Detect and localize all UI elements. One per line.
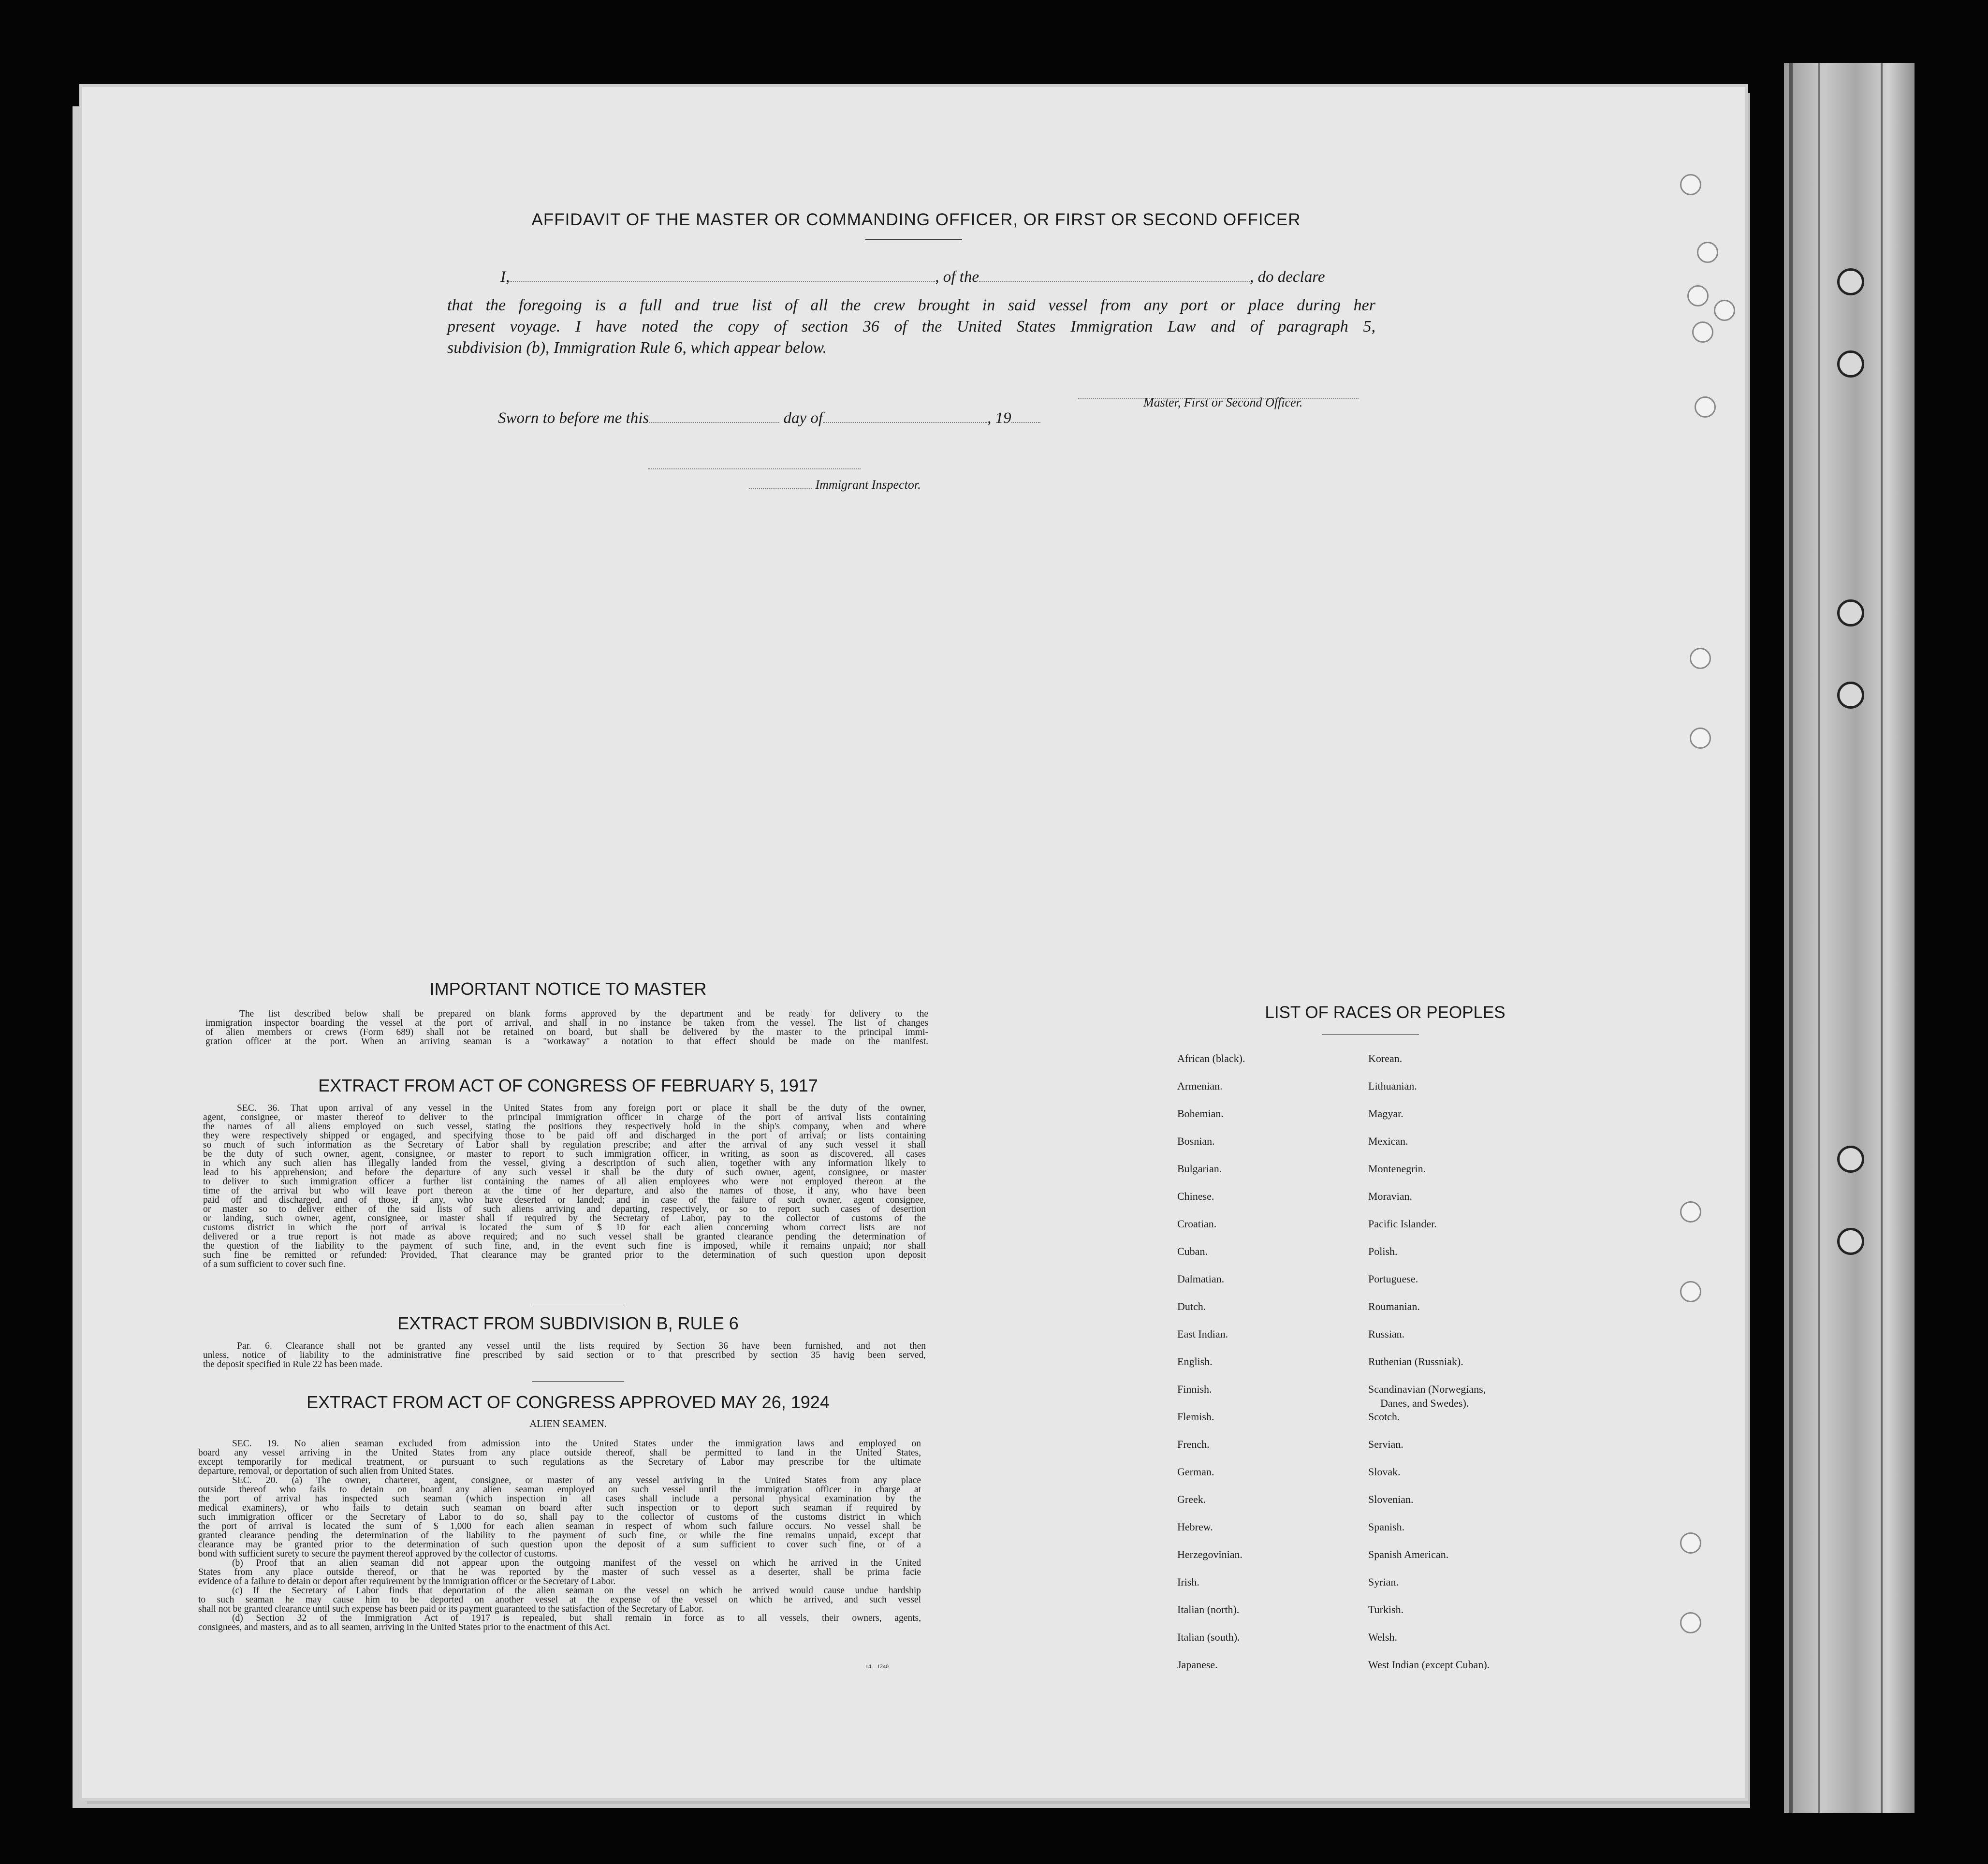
text-line: delivered or a true report is not made as above required; and no such vessel shall be granted clearance pending the determination of bbox=[203, 1232, 926, 1242]
text-line: so much of such information as the Secretary of Labor shall by regulation prescribe; and after the arrival of any such vessel it shall bbox=[203, 1140, 926, 1150]
punch-hole bbox=[1690, 728, 1711, 749]
text-line: shall not be granted clearance until such expense has been paid or its payment guaranteed to the satisfaction of the Secretary of Labor. bbox=[198, 1604, 704, 1614]
text-line: Par. 6. Clearance shall not be granted any vessel until the lists required by Section 36 have been furnished, and not then bbox=[237, 1341, 926, 1351]
binder-post bbox=[1837, 268, 1864, 295]
extract-rule6-body bbox=[203, 1341, 926, 1369]
affidavit-first-line bbox=[500, 268, 1325, 286]
race-item: West Indian (except Cuban). bbox=[1368, 1659, 1490, 1671]
race-item: Ruthenian (Russniak). bbox=[1368, 1355, 1463, 1368]
text-line: of a sum sufficient to cover such fine. bbox=[203, 1259, 346, 1269]
punch-hole bbox=[1680, 1532, 1701, 1554]
text-line: except temporarily for medical treatment, or pursuant to such regulations as the Secretary of Labor may prescribe for the ultimate bbox=[198, 1457, 921, 1467]
race-item: Irish. bbox=[1177, 1576, 1199, 1588]
affidavit-line: subdivision (b), Immigration Rule 6, which appear below. bbox=[447, 339, 827, 357]
text-line: lead to his apprehension; and before the departure of any such vessel it shall be the duty of such owner, agent, consignee, or master bbox=[203, 1167, 926, 1178]
i-label: I, bbox=[500, 268, 510, 286]
binder-edge bbox=[1784, 63, 1915, 1813]
binder-strip bbox=[1881, 63, 1883, 1813]
binder-post bbox=[1837, 682, 1864, 709]
race-item: Slovenian. bbox=[1368, 1493, 1414, 1505]
year-label: , 19 bbox=[987, 409, 1011, 427]
of-the-label: , of the bbox=[935, 268, 979, 286]
race-item: East Indian. bbox=[1177, 1328, 1228, 1340]
race-item: Japanese. bbox=[1177, 1659, 1218, 1671]
text-line: in which any such alien has illegally landed from the vessel, giving a description of such alien, together with any information likely to bbox=[203, 1158, 926, 1168]
punch-hole bbox=[1680, 174, 1701, 195]
race-item: German. bbox=[1177, 1466, 1214, 1478]
text-line: evidence of a failure to detain or deport after requirement by the immigration officer or the Secretary of Labor. bbox=[198, 1576, 616, 1587]
race-item: Polish. bbox=[1368, 1245, 1398, 1257]
text-line: the port of arrival has inspected such seaman (which inspection in all cases shall include a personal physical examination by the bbox=[198, 1494, 921, 1504]
race-item: Turkish. bbox=[1368, 1603, 1404, 1616]
binder-strip bbox=[1789, 63, 1793, 1813]
race-item: Korean. bbox=[1368, 1052, 1403, 1064]
race-item: Italian (south). bbox=[1177, 1631, 1240, 1643]
race-item: Bohemian. bbox=[1177, 1107, 1224, 1120]
race-item: Italian (north). bbox=[1177, 1603, 1240, 1616]
punch-hole bbox=[1714, 300, 1735, 321]
binder-post bbox=[1837, 350, 1864, 378]
title-divider bbox=[865, 239, 962, 240]
text-line: (c) If the Secretary of Labor finds that deportation of the alien seaman on the vessel on which he arrived would cause undue hardship bbox=[232, 1586, 921, 1596]
inspector-signature-blank bbox=[648, 457, 861, 469]
text-line: such immigration officer or the Secretary of Labor to do so, shall pay to the collector of customs of the customs district in which bbox=[198, 1512, 921, 1522]
year-blank bbox=[1011, 410, 1040, 423]
race-item: Spanish. bbox=[1368, 1521, 1405, 1533]
notice-line: gration officer at the port. When an arriving seaman is a "workaway" a notation to that effect should be made on the manifest. bbox=[205, 1036, 928, 1047]
extract-1917-body bbox=[203, 1104, 926, 1269]
race-item: Chinese. bbox=[1177, 1190, 1214, 1202]
race-item: Croatian. bbox=[1177, 1218, 1217, 1230]
text-line: SEC. 19. No alien seaman excluded from admission into the United States under the immigration laws and employed on bbox=[232, 1439, 921, 1449]
form-number: 14—1240 bbox=[865, 1663, 889, 1670]
extract-1924-body bbox=[198, 1439, 921, 1632]
binder-post bbox=[1837, 599, 1864, 626]
extract-1924-subtitle: ALIEN SEAMEN. bbox=[529, 1418, 607, 1429]
vessel-blank bbox=[979, 269, 1250, 282]
text-line: board any vessel arriving in the United States from any place outside thereof, shall be permitted to land in the United States, bbox=[198, 1448, 921, 1458]
sworn-label: Sworn to before me this bbox=[498, 409, 649, 427]
race-item: Scotch. bbox=[1368, 1411, 1400, 1423]
punch-hole bbox=[1695, 396, 1716, 418]
extract-rule6-title: EXTRACT FROM SUBDIVISION B, RULE 6 bbox=[397, 1313, 739, 1333]
text-line: unless, notice of liability to the administrative fine prescribed by said section or to that prescribed by section 35 havig been served, bbox=[203, 1350, 926, 1360]
race-item: Flemish. bbox=[1177, 1411, 1214, 1423]
text-line: agent, consignee, or master thereof to deliver to the principal immigration officer in charge of the port of arrival lists containing bbox=[203, 1112, 926, 1122]
name-blank bbox=[510, 269, 935, 282]
race-item: Finnish. bbox=[1177, 1383, 1212, 1395]
race-item: Russian. bbox=[1368, 1328, 1405, 1340]
notice-title: IMPORTANT NOTICE TO MASTER bbox=[429, 979, 707, 999]
text-line: be the duty of such owner, agent, consignee, or master to report to such immigration officer, in writing, as soon as discovered, all cases bbox=[203, 1149, 926, 1159]
races-divider bbox=[1322, 1034, 1419, 1035]
race-item: Scandinavian (Norwegians, bbox=[1368, 1383, 1486, 1395]
binder-strip bbox=[1818, 63, 1820, 1813]
race-item: Dutch. bbox=[1177, 1300, 1206, 1312]
punch-hole bbox=[1680, 1612, 1701, 1633]
race-item: Bosnian. bbox=[1177, 1135, 1215, 1147]
race-item-continuation: Danes, and Swedes). bbox=[1380, 1397, 1469, 1409]
race-item: Pacific Islander. bbox=[1368, 1218, 1437, 1230]
punch-hole bbox=[1687, 285, 1709, 306]
race-item: Portuguese. bbox=[1368, 1273, 1418, 1285]
inspector-label: Immigrant Inspector. bbox=[815, 478, 921, 492]
race-item: Mexican. bbox=[1368, 1135, 1408, 1147]
month-blank bbox=[823, 410, 987, 423]
race-item: Herzegovinian. bbox=[1177, 1548, 1242, 1560]
text-line: SEC. 36. That upon arrival of any vessel in the United States from any foreign port or place it shall be the duty of the owner, bbox=[237, 1103, 926, 1113]
extract-1917-title: EXTRACT FROM ACT OF CONGRESS OF FEBRUARY 5, 1917 bbox=[318, 1076, 818, 1095]
sworn-line bbox=[498, 409, 1040, 427]
text-line: or landing, such owner, agent, consignee, or master shall if required by the Secretary of Labor, pay to the collector of customs of the bbox=[203, 1213, 926, 1223]
text-line: SEC. 20. (a) The owner, charterer, agent, consignee, or master of any vessel arriving in the United States from any place bbox=[232, 1475, 921, 1485]
text-line: customs district in which the port of arrival is located the sum of $ 10 for each alien concerning whom correct lists are not bbox=[203, 1223, 926, 1233]
races-title: LIST OF RACES OR PEOPLES bbox=[1265, 1003, 1506, 1022]
text-line: medical examiners), or who fails to detain such seaman on board after such inspection or to deport such seaman if required by bbox=[198, 1503, 921, 1513]
race-item: Welsh. bbox=[1368, 1631, 1397, 1643]
text-line: to deliver to such immigration officer a further list containing the names of all alien employees who were not employed thereon at the bbox=[203, 1177, 926, 1187]
affidavit-title: AFFIDAVIT OF THE MASTER OR COMMANDING OFFICER, OR FIRST OR SECOND OFFICER bbox=[531, 210, 1301, 229]
extract-1924-title: EXTRACT FROM ACT OF CONGRESS APPROVED MAY 26, 1924 bbox=[307, 1392, 830, 1412]
race-item: Montenegrin. bbox=[1368, 1163, 1426, 1175]
text-line: the port of arrival is located the sum of $ 1,000 for each alien seaman in respect of whom such failure occurs. No vessel shall be bbox=[198, 1521, 921, 1531]
text-line: time of the arrival but who will leave port thereon at the time of her departure, and also the names of those, if any, who have been bbox=[203, 1186, 926, 1196]
notice-line: The list described below shall be prepared on blank forms approved by the department and be ready for delivery to the bbox=[239, 1009, 928, 1019]
inspector-dots bbox=[749, 476, 812, 489]
race-item: Dalmatian. bbox=[1177, 1273, 1225, 1285]
punch-hole bbox=[1692, 321, 1713, 343]
binder-post bbox=[1837, 1228, 1864, 1255]
punch-hole bbox=[1690, 648, 1711, 669]
day-blank bbox=[649, 410, 779, 423]
race-item: African (black). bbox=[1177, 1052, 1245, 1064]
race-item: Magyar. bbox=[1368, 1107, 1403, 1120]
day-of-label: day of bbox=[783, 409, 823, 427]
punch-hole bbox=[1697, 242, 1718, 263]
text-line: granted clearance pending the determination of the liability to the payment of such fine, or while the fine remains unpaid, except that bbox=[198, 1530, 921, 1541]
text-line: bond with sufficient surety to secure the payment thereof approved by the collector of customs. bbox=[198, 1549, 558, 1559]
text-line: consignees, and masters, and as to all seamen, arriving in the United States prior to the enactment of this Act. bbox=[198, 1622, 610, 1632]
punch-hole bbox=[1680, 1281, 1701, 1302]
text-line: departure, removal, or deportation of such alien from United States. bbox=[198, 1466, 454, 1476]
inspector-line bbox=[749, 476, 921, 492]
notice-line: of alien members or crews (Form 689) shall not be retained on board, but shall be delivered by the master to the principal immi- bbox=[205, 1027, 928, 1037]
race-item: Hebrew. bbox=[1177, 1521, 1213, 1533]
race-item: Bulgarian. bbox=[1177, 1163, 1222, 1175]
race-item: Moravian. bbox=[1368, 1190, 1413, 1202]
text-line: the question of the liability to the payment of such fine, and, in the event such fine is imposed, while it remains unpaid; nor shall bbox=[203, 1241, 926, 1251]
race-item: Spanish American. bbox=[1368, 1548, 1449, 1560]
race-item: Cuban. bbox=[1177, 1245, 1208, 1257]
race-item: Lithuanian. bbox=[1368, 1080, 1417, 1092]
race-item: French. bbox=[1177, 1438, 1210, 1450]
race-item: Armenian. bbox=[1177, 1080, 1223, 1092]
text-line: to such seaman he may cause him to be deported on another vessel at the expense of the vessel on which he arrived, and such vessel bbox=[198, 1595, 921, 1605]
notice-body bbox=[205, 1009, 928, 1046]
text-line: they were respectively shipped or engaged, and specifying those to be paid off and discharged in the port of arrival; or lists containing bbox=[203, 1131, 926, 1141]
race-item: Servian. bbox=[1368, 1438, 1403, 1450]
master-signature-label: Master, First or Second Officer. bbox=[1143, 395, 1303, 409]
affidavit-body bbox=[447, 295, 1375, 359]
text-line: the names of all aliens employed on such vessel, stating the positions they respectively hold in the ship's company, when and where bbox=[203, 1121, 926, 1132]
text-line: (b) Proof that an alien seaman did not appear upon the outgoing manifest of the vessel on which he arrived in the United bbox=[232, 1558, 921, 1568]
text-line: States from any place outside thereof, or that he was reported by the master of such vessel as a deserter, shall be prima facie bbox=[198, 1567, 921, 1577]
race-item: Greek. bbox=[1177, 1493, 1206, 1505]
do-declare-label: , do declare bbox=[1249, 268, 1325, 286]
text-line: outside thereof who fails to detain on board any alien seaman employed on such vessel until the immigration officer in charge at bbox=[198, 1485, 921, 1495]
text-line: paid off and discharged, and of those, if any, who have deserted or landed; and in case of the failure of such owner, agent consignee, bbox=[203, 1195, 926, 1205]
text-line: or master so to deliver either of the said lists of such aliens arriving and departing, respectively, or so to report such cases of desertion bbox=[203, 1204, 926, 1214]
text-line: such fine be remitted or refunded: Provided, That clearance may be granted prior to the determination of such question upon deposit bbox=[203, 1250, 926, 1260]
text-line: the deposit specified in Rule 22 has been made. bbox=[203, 1359, 382, 1369]
notice-line: immigration inspector boarding the vessel at the port of arrival, and shall in no instance be taken from the vessel. The list of changes bbox=[205, 1018, 928, 1028]
race-item: Slovak. bbox=[1368, 1466, 1401, 1478]
text-line: (d) Section 32 of the Immigration Act of 1917 is repealed, but shall remain in force as to all vessels, their owners, agents, bbox=[232, 1613, 921, 1623]
race-item: Roumanian. bbox=[1368, 1300, 1420, 1312]
section-divider bbox=[532, 1381, 624, 1382]
punch-hole bbox=[1680, 1201, 1701, 1223]
race-item: English. bbox=[1177, 1355, 1213, 1368]
affidavit-line: that the foregoing is a full and true list of all the crew brought in said vessel from any port or place during her bbox=[447, 296, 1375, 314]
race-item: Syrian. bbox=[1368, 1576, 1399, 1588]
text-line: clearance may be granted prior to the determination of such question upon the deposit of a sum sufficient to cover such fine, or of a bbox=[198, 1540, 921, 1550]
binder-post bbox=[1837, 1146, 1864, 1173]
affidavit-line: present voyage. I have noted the copy of section 36 of the United States Immigration Law and of paragraph 5, bbox=[447, 318, 1375, 335]
